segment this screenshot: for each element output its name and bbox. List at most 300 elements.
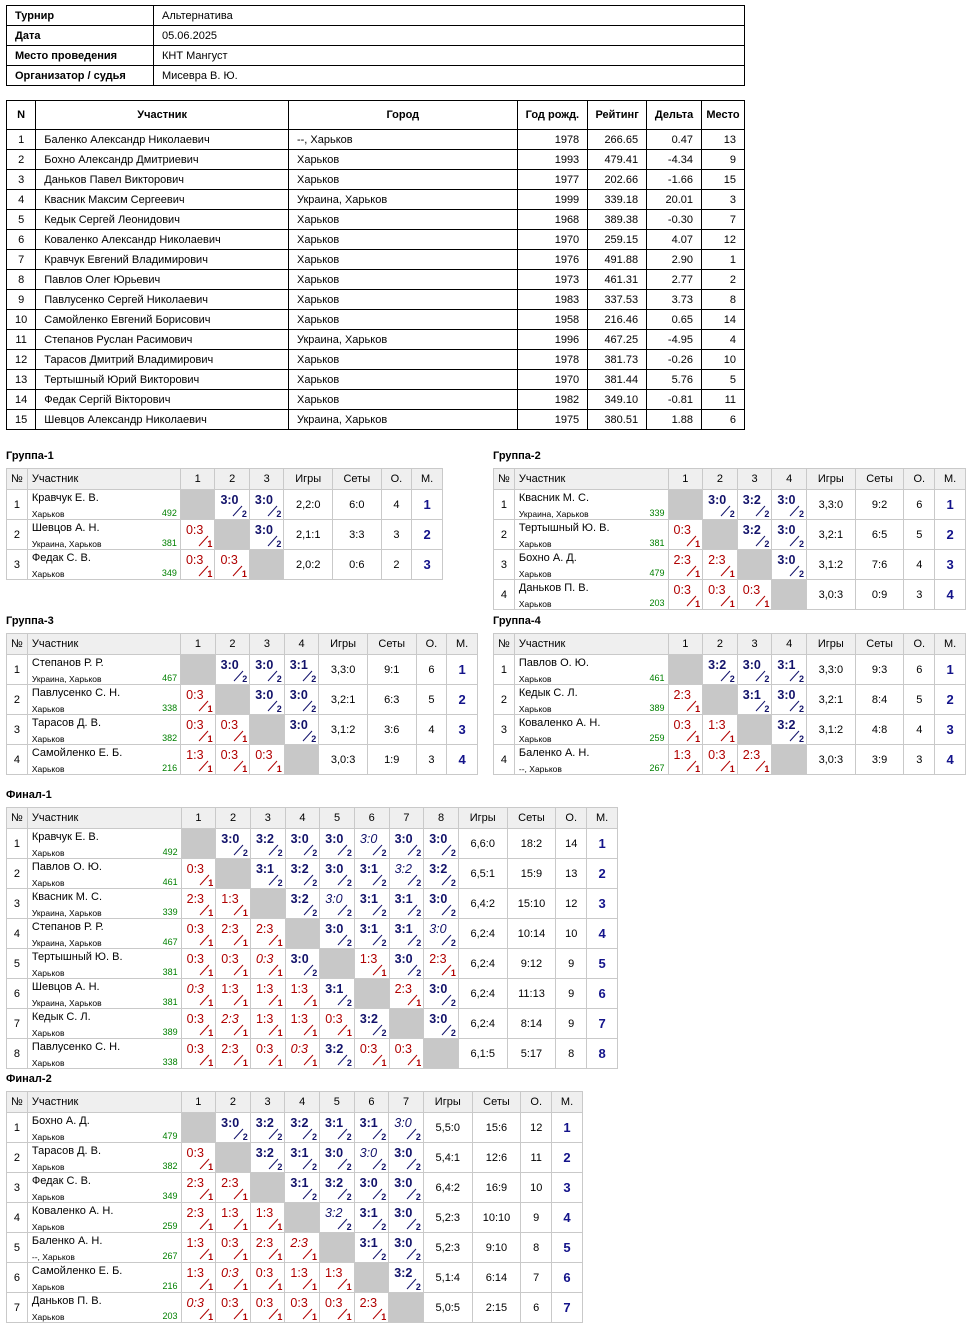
group-header-cell: Игры <box>423 1092 472 1113</box>
player-name: Бохно А. Д. <box>518 552 577 564</box>
group-sets: 9:2 <box>855 490 904 520</box>
match-score: 3:1 <box>325 982 344 996</box>
match-result-digit: 2 <box>346 1162 352 1172</box>
delta: -4.95 <box>647 330 702 350</box>
group-sets: 1:9 <box>367 745 416 775</box>
rating: 380.51 <box>588 410 647 430</box>
player-name: Павлусенко С. Н. <box>31 687 121 699</box>
rating: 461.31 <box>588 270 647 290</box>
group-games: 6,2:4 <box>458 979 507 1009</box>
match-score: 2:3 <box>255 1236 274 1250</box>
group-row-number: 5 <box>7 1233 28 1263</box>
group-header-cell: 2 <box>215 634 250 655</box>
match-result-digit: 1 <box>277 998 283 1008</box>
match-result-digit: 1 <box>312 998 318 1008</box>
group-header-cell: № <box>494 634 515 655</box>
match-score-cell <box>181 1263 216 1293</box>
group-games: 2,0:2 <box>284 550 333 580</box>
group-table <box>6 468 443 580</box>
row-number: 3 <box>7 170 36 190</box>
match-score: 3:1 <box>359 1116 378 1130</box>
match-score-cell <box>772 490 807 520</box>
group-header-cell: О. <box>521 1092 552 1113</box>
birth-year: 1978 <box>517 350 588 370</box>
group-row-number: 1 <box>7 655 28 685</box>
match-result-digit: 2 <box>450 878 456 888</box>
player-city: Харьков <box>31 1312 65 1322</box>
match-score: 2:3 <box>221 1012 239 1026</box>
group-games: 3,1:2 <box>319 715 368 745</box>
group-header-cell: 3 <box>737 634 772 655</box>
place: 6 <box>701 410 744 430</box>
row-number: 1 <box>7 130 36 150</box>
group-games: 5,0:5 <box>423 1293 472 1323</box>
group-sets: 8:14 <box>507 1009 556 1039</box>
group-place: 1 <box>447 655 478 685</box>
group-sets: 11:13 <box>507 979 556 1009</box>
group-games: 2,1:1 <box>284 520 333 550</box>
player-city: Харьков <box>31 1192 65 1202</box>
group-points: 5 <box>416 685 447 715</box>
match-score: 3:1 <box>359 892 378 906</box>
row-number: 15 <box>7 410 36 430</box>
place: 3 <box>701 190 744 210</box>
group-sets: 9:1 <box>367 655 416 685</box>
player-city: Харьков <box>31 1028 65 1038</box>
participant-city: Харьков <box>288 230 517 250</box>
rating: 479.41 <box>588 150 647 170</box>
table-row <box>7 250 745 270</box>
group-sets: 10:10 <box>472 1203 521 1233</box>
match-score: 3:2 <box>325 1176 344 1190</box>
match-score-cell <box>181 715 216 745</box>
group-row-number: 2 <box>7 685 28 715</box>
group-points: 11 <box>521 1143 552 1173</box>
group-row-number: 1 <box>7 490 28 520</box>
group-header-cell: 6 <box>354 808 389 829</box>
match-score-cell <box>250 919 285 949</box>
match-score-cell <box>216 1203 251 1233</box>
player-cell <box>27 490 180 520</box>
birth-year: 1970 <box>517 370 588 390</box>
player-city: Украина, Харьков <box>31 539 102 549</box>
match-result-digit: 1 <box>242 938 248 948</box>
match-score: 3:2 <box>742 493 761 507</box>
match-result-digit: 2 <box>311 734 317 744</box>
rating: 266.65 <box>588 130 647 150</box>
group-row <box>7 1009 618 1039</box>
match-score-cell <box>250 1263 285 1293</box>
match-result-digit: 1 <box>450 968 456 978</box>
match-result-digit: 2 <box>381 1192 387 1202</box>
match-score-cell <box>285 949 320 979</box>
group-table <box>6 1091 583 1323</box>
match-result-digit: 2 <box>415 1132 421 1142</box>
match-score-cell <box>181 1009 216 1039</box>
info-label: Турнир <box>7 6 154 26</box>
group-games: 3,1:2 <box>807 715 856 745</box>
group-points: 4 <box>904 550 935 580</box>
group-header-cell: 1 <box>668 634 703 655</box>
player-rating: 381 <box>162 967 178 977</box>
match-result-digit: 2 <box>799 734 805 744</box>
self-cell <box>250 889 285 919</box>
match-result-digit: 2 <box>416 968 422 978</box>
match-score: 0:3 <box>742 583 761 597</box>
player-city: Харьков <box>518 734 552 744</box>
info-row <box>7 66 745 86</box>
group-points: 4 <box>381 490 412 520</box>
group-place: 3 <box>935 550 966 580</box>
match-result-digit: 1 <box>381 1312 387 1322</box>
match-score: 0:3 <box>673 718 691 732</box>
match-result-digit: 1 <box>207 764 213 774</box>
player-cell <box>27 889 181 919</box>
player-cell <box>514 745 668 775</box>
delta: 2.90 <box>647 250 702 270</box>
match-score: 3:0 <box>394 952 413 966</box>
group-games: 3,1:2 <box>807 550 856 580</box>
group-title: Финал-1 <box>6 789 52 801</box>
group-row <box>7 1293 583 1323</box>
match-result-digit: 1 <box>346 1028 352 1038</box>
group-points: 4 <box>416 715 447 745</box>
match-result-digit: 2 <box>729 509 735 519</box>
match-result-digit: 2 <box>381 878 387 888</box>
match-result-digit: 1 <box>241 569 247 579</box>
self-cell <box>703 685 738 715</box>
group-row <box>7 685 478 715</box>
player-city: Харьков <box>31 509 65 519</box>
group-row <box>7 520 443 550</box>
group-row <box>494 520 966 550</box>
rating: 339.18 <box>588 190 647 210</box>
match-result-digit: 2 <box>312 1192 318 1202</box>
match-score-cell <box>181 1039 216 1069</box>
group-header-cell: Сеты <box>472 1092 521 1113</box>
group-header-cell: 2 <box>703 634 738 655</box>
group-header-cell: 4 <box>772 634 807 655</box>
group-row-number: 1 <box>494 655 515 685</box>
group-row-number: 7 <box>7 1009 28 1039</box>
group-header-cell: 1 <box>181 634 216 655</box>
place: 13 <box>701 130 744 150</box>
rating: 349.10 <box>588 390 647 410</box>
match-score: 3:0 <box>394 1116 412 1130</box>
match-result-digit: 1 <box>381 968 387 978</box>
match-result-digit: 2 <box>415 1192 421 1202</box>
match-score: 3:0 <box>325 922 344 936</box>
group-row <box>7 1039 618 1069</box>
group-points: 8 <box>556 1039 587 1069</box>
group-header-cell: Игры <box>807 469 856 490</box>
group-sets: 5:17 <box>507 1039 556 1069</box>
match-score: 0:3 <box>221 952 239 966</box>
group-header-cell: 6 <box>354 1092 389 1113</box>
birth-year: 1977 <box>517 170 588 190</box>
match-score: 3:0 <box>708 493 727 507</box>
delta: -4.34 <box>647 150 702 170</box>
match-score: 3:0 <box>359 832 378 846</box>
match-result-digit: 2 <box>312 908 318 918</box>
match-score: 3:1 <box>325 1116 344 1130</box>
info-label: Дата <box>7 26 154 46</box>
player-rating: 479 <box>649 568 665 578</box>
group-row <box>7 655 478 685</box>
match-score-cell <box>772 520 807 550</box>
match-score-cell <box>285 1173 320 1203</box>
place: 12 <box>701 230 744 250</box>
participant-city: Харьков <box>288 350 517 370</box>
group-sets: 9:3 <box>855 655 904 685</box>
participant-city: Харьков <box>288 310 517 330</box>
match-result-digit: 2 <box>312 968 318 978</box>
rating: 259.15 <box>588 230 647 250</box>
match-score-cell <box>354 1233 389 1263</box>
self-cell <box>181 1113 216 1143</box>
participant-name: Павлов Олег Юрьевич <box>36 270 289 290</box>
group-row-number: 5 <box>7 949 28 979</box>
participant-city: Украина, Харьков <box>288 410 517 430</box>
match-score-cell <box>250 1233 285 1263</box>
player-rating: 382 <box>162 733 178 743</box>
player-name: Бохно А. Д. <box>31 1115 90 1127</box>
group-header-cell: Участник <box>27 469 180 490</box>
group-place: 4 <box>587 919 618 949</box>
group-row <box>7 1233 583 1263</box>
match-score: 1:3 <box>221 1206 239 1220</box>
match-score-cell <box>424 889 459 919</box>
group-header-cell: М. <box>935 469 966 490</box>
match-score: 1:3 <box>673 748 691 762</box>
self-cell <box>320 949 355 979</box>
match-score: 3:1 <box>777 658 796 672</box>
match-score: 2:3 <box>673 553 691 567</box>
match-score-cell <box>389 1203 424 1233</box>
match-result-digit: 2 <box>381 1132 387 1142</box>
row-number: 6 <box>7 230 36 250</box>
group-place: 1 <box>412 490 443 520</box>
place: 8 <box>701 290 744 310</box>
info-row <box>7 6 745 26</box>
match-score: 1:3 <box>255 1012 274 1026</box>
group-games: 3,2:1 <box>807 520 856 550</box>
group-sets: 6:5 <box>855 520 904 550</box>
player-city: Украина, Харьков <box>31 938 102 948</box>
match-score-cell <box>703 550 738 580</box>
match-score: 3:0 <box>220 493 239 507</box>
match-score: 3:0 <box>221 1116 240 1130</box>
match-score-cell <box>389 1173 424 1203</box>
self-cell <box>668 490 703 520</box>
place: 9 <box>701 150 744 170</box>
player-name: Федак С. В. <box>31 552 91 564</box>
match-result-digit: 2 <box>311 674 317 684</box>
player-rating: 467 <box>162 937 178 947</box>
participants-table <box>6 100 745 430</box>
match-score-cell <box>772 715 807 745</box>
group-title: Финал-2 <box>6 1073 52 1085</box>
match-score: 2:3 <box>221 922 239 936</box>
match-score: 3:2 <box>325 1206 343 1220</box>
match-result-digit: 1 <box>208 908 214 918</box>
player-name: Баленко А. Н. <box>31 1235 103 1247</box>
self-cell <box>180 490 214 520</box>
match-score: 2:3 <box>255 922 274 936</box>
match-score-cell <box>389 1039 424 1069</box>
match-result-digit: 1 <box>242 1058 248 1068</box>
col-place: Место <box>701 101 744 130</box>
group-row <box>494 685 966 715</box>
player-city: Харьков <box>31 1222 65 1232</box>
delta: 1.88 <box>647 410 702 430</box>
group-header-cell: Сеты <box>367 634 416 655</box>
match-score: 1:3 <box>290 1012 308 1026</box>
delta: -0.30 <box>647 210 702 230</box>
match-score: 3:0 <box>394 1146 413 1160</box>
match-result-digit: 2 <box>276 674 282 684</box>
match-score-cell <box>389 829 424 859</box>
group-header-cell: 3 <box>737 469 772 490</box>
player-cell <box>514 715 668 745</box>
group-sets: 0:6 <box>333 550 382 580</box>
match-score-cell <box>285 889 320 919</box>
player-cell <box>514 580 668 610</box>
match-result-digit: 1 <box>208 1028 214 1038</box>
group-place: 7 <box>552 1293 583 1323</box>
group-sets: 12:6 <box>472 1143 521 1173</box>
group-points: 3 <box>904 580 935 610</box>
player-name: Степанов Р. Р. <box>31 657 104 669</box>
match-result-digit: 1 <box>276 764 282 774</box>
player-cell <box>27 685 180 715</box>
match-score-cell <box>285 1009 320 1039</box>
group-header-cell: М. <box>552 1092 583 1113</box>
group-sets: 0:9 <box>855 580 904 610</box>
match-score: 2:3 <box>673 688 691 702</box>
match-score: 0:3 <box>325 1012 343 1026</box>
match-score-cell <box>181 1143 216 1173</box>
match-score-cell <box>424 949 459 979</box>
match-score-cell <box>354 859 389 889</box>
group-table <box>493 633 966 775</box>
player-name: Даньков П. В. <box>31 1295 102 1307</box>
match-score: 3:2 <box>394 1266 413 1280</box>
match-result-digit: 2 <box>764 704 770 714</box>
match-score: 3:0 <box>359 1146 378 1160</box>
player-rating: 259 <box>162 1221 178 1231</box>
match-score: 1:3 <box>325 1266 343 1280</box>
player-rating: 381 <box>649 538 665 548</box>
self-cell <box>737 550 772 580</box>
group-place: 3 <box>587 889 618 919</box>
player-rating: 389 <box>162 1027 178 1037</box>
match-score-cell <box>216 829 251 859</box>
self-cell <box>320 1233 355 1263</box>
group-games: 2,2:0 <box>284 490 333 520</box>
match-score-cell <box>285 1113 320 1143</box>
match-result-digit: 1 <box>312 1058 318 1068</box>
match-score-cell <box>389 949 424 979</box>
group-header-cell: Сеты <box>333 469 382 490</box>
group-row-number: 2 <box>7 1143 28 1173</box>
match-score: 3:0 <box>742 658 761 672</box>
group-points: 12 <box>521 1113 552 1143</box>
participant-city: Харьков <box>288 250 517 270</box>
rating: 337.53 <box>588 290 647 310</box>
match-result-digit: 2 <box>450 1028 456 1038</box>
match-score: 0:3 <box>186 1146 204 1160</box>
match-result-digit: 2 <box>242 674 248 684</box>
player-cell <box>27 1173 181 1203</box>
match-score-cell <box>284 715 319 745</box>
group-header-cell: Игры <box>458 808 507 829</box>
player-city: Харьков <box>31 848 65 858</box>
player-rating: 216 <box>162 763 178 773</box>
player-rating: 479 <box>162 1131 178 1141</box>
info-value: КНТ Мангуст <box>154 46 745 66</box>
match-result-digit: 2 <box>346 998 352 1008</box>
group-place: 1 <box>587 829 618 859</box>
match-result-digit: 2 <box>242 1132 248 1142</box>
match-score: 3:0 <box>325 832 344 846</box>
group-games: 5,4:1 <box>423 1143 472 1173</box>
match-score-cell <box>180 520 214 550</box>
group-points: 9 <box>521 1203 552 1233</box>
match-score: 0:3 <box>673 583 691 597</box>
match-score-cell <box>703 490 738 520</box>
match-score: 3:2 <box>255 1116 274 1130</box>
match-result-digit: 1 <box>729 599 735 609</box>
match-score: 1:3 <box>186 748 204 762</box>
player-cell <box>27 1233 181 1263</box>
group-header-cell: 3 <box>250 634 285 655</box>
player-name: Баленко А. Н. <box>518 747 590 759</box>
player-city: Харьков <box>518 599 552 609</box>
match-result-digit: 2 <box>311 704 317 714</box>
match-score: 3:1 <box>742 688 761 702</box>
group-points: 14 <box>556 829 587 859</box>
group-row <box>7 1203 583 1233</box>
delta: -0.26 <box>647 350 702 370</box>
group-row <box>494 745 966 775</box>
player-city: Харьков <box>31 704 65 714</box>
match-score: 1:3 <box>186 1236 204 1250</box>
match-score: 3:0 <box>254 523 273 537</box>
self-cell <box>772 580 807 610</box>
group-place: 2 <box>412 520 443 550</box>
match-score-cell <box>181 949 216 979</box>
participant-name: Кравчук Евгений Владимирович <box>36 250 289 270</box>
group-sets: 3:6 <box>367 715 416 745</box>
match-result-digit: 2 <box>241 509 247 519</box>
match-result-digit: 1 <box>207 569 213 579</box>
match-result-digit: 2 <box>450 848 456 858</box>
player-name: Павлов О. Ю. <box>31 861 102 873</box>
match-score-cell <box>181 1233 216 1263</box>
player-city: Харьков <box>31 569 65 579</box>
group-points: 6 <box>521 1293 552 1323</box>
match-result-digit: 1 <box>277 968 283 978</box>
match-result-digit: 1 <box>416 1058 422 1068</box>
player-cell <box>27 979 181 1009</box>
group-row <box>7 889 618 919</box>
group-row-number: 3 <box>7 1173 28 1203</box>
match-score: 3:0 <box>325 862 344 876</box>
match-result-digit: 1 <box>277 938 283 948</box>
place: 14 <box>701 310 744 330</box>
table-row <box>7 150 745 170</box>
